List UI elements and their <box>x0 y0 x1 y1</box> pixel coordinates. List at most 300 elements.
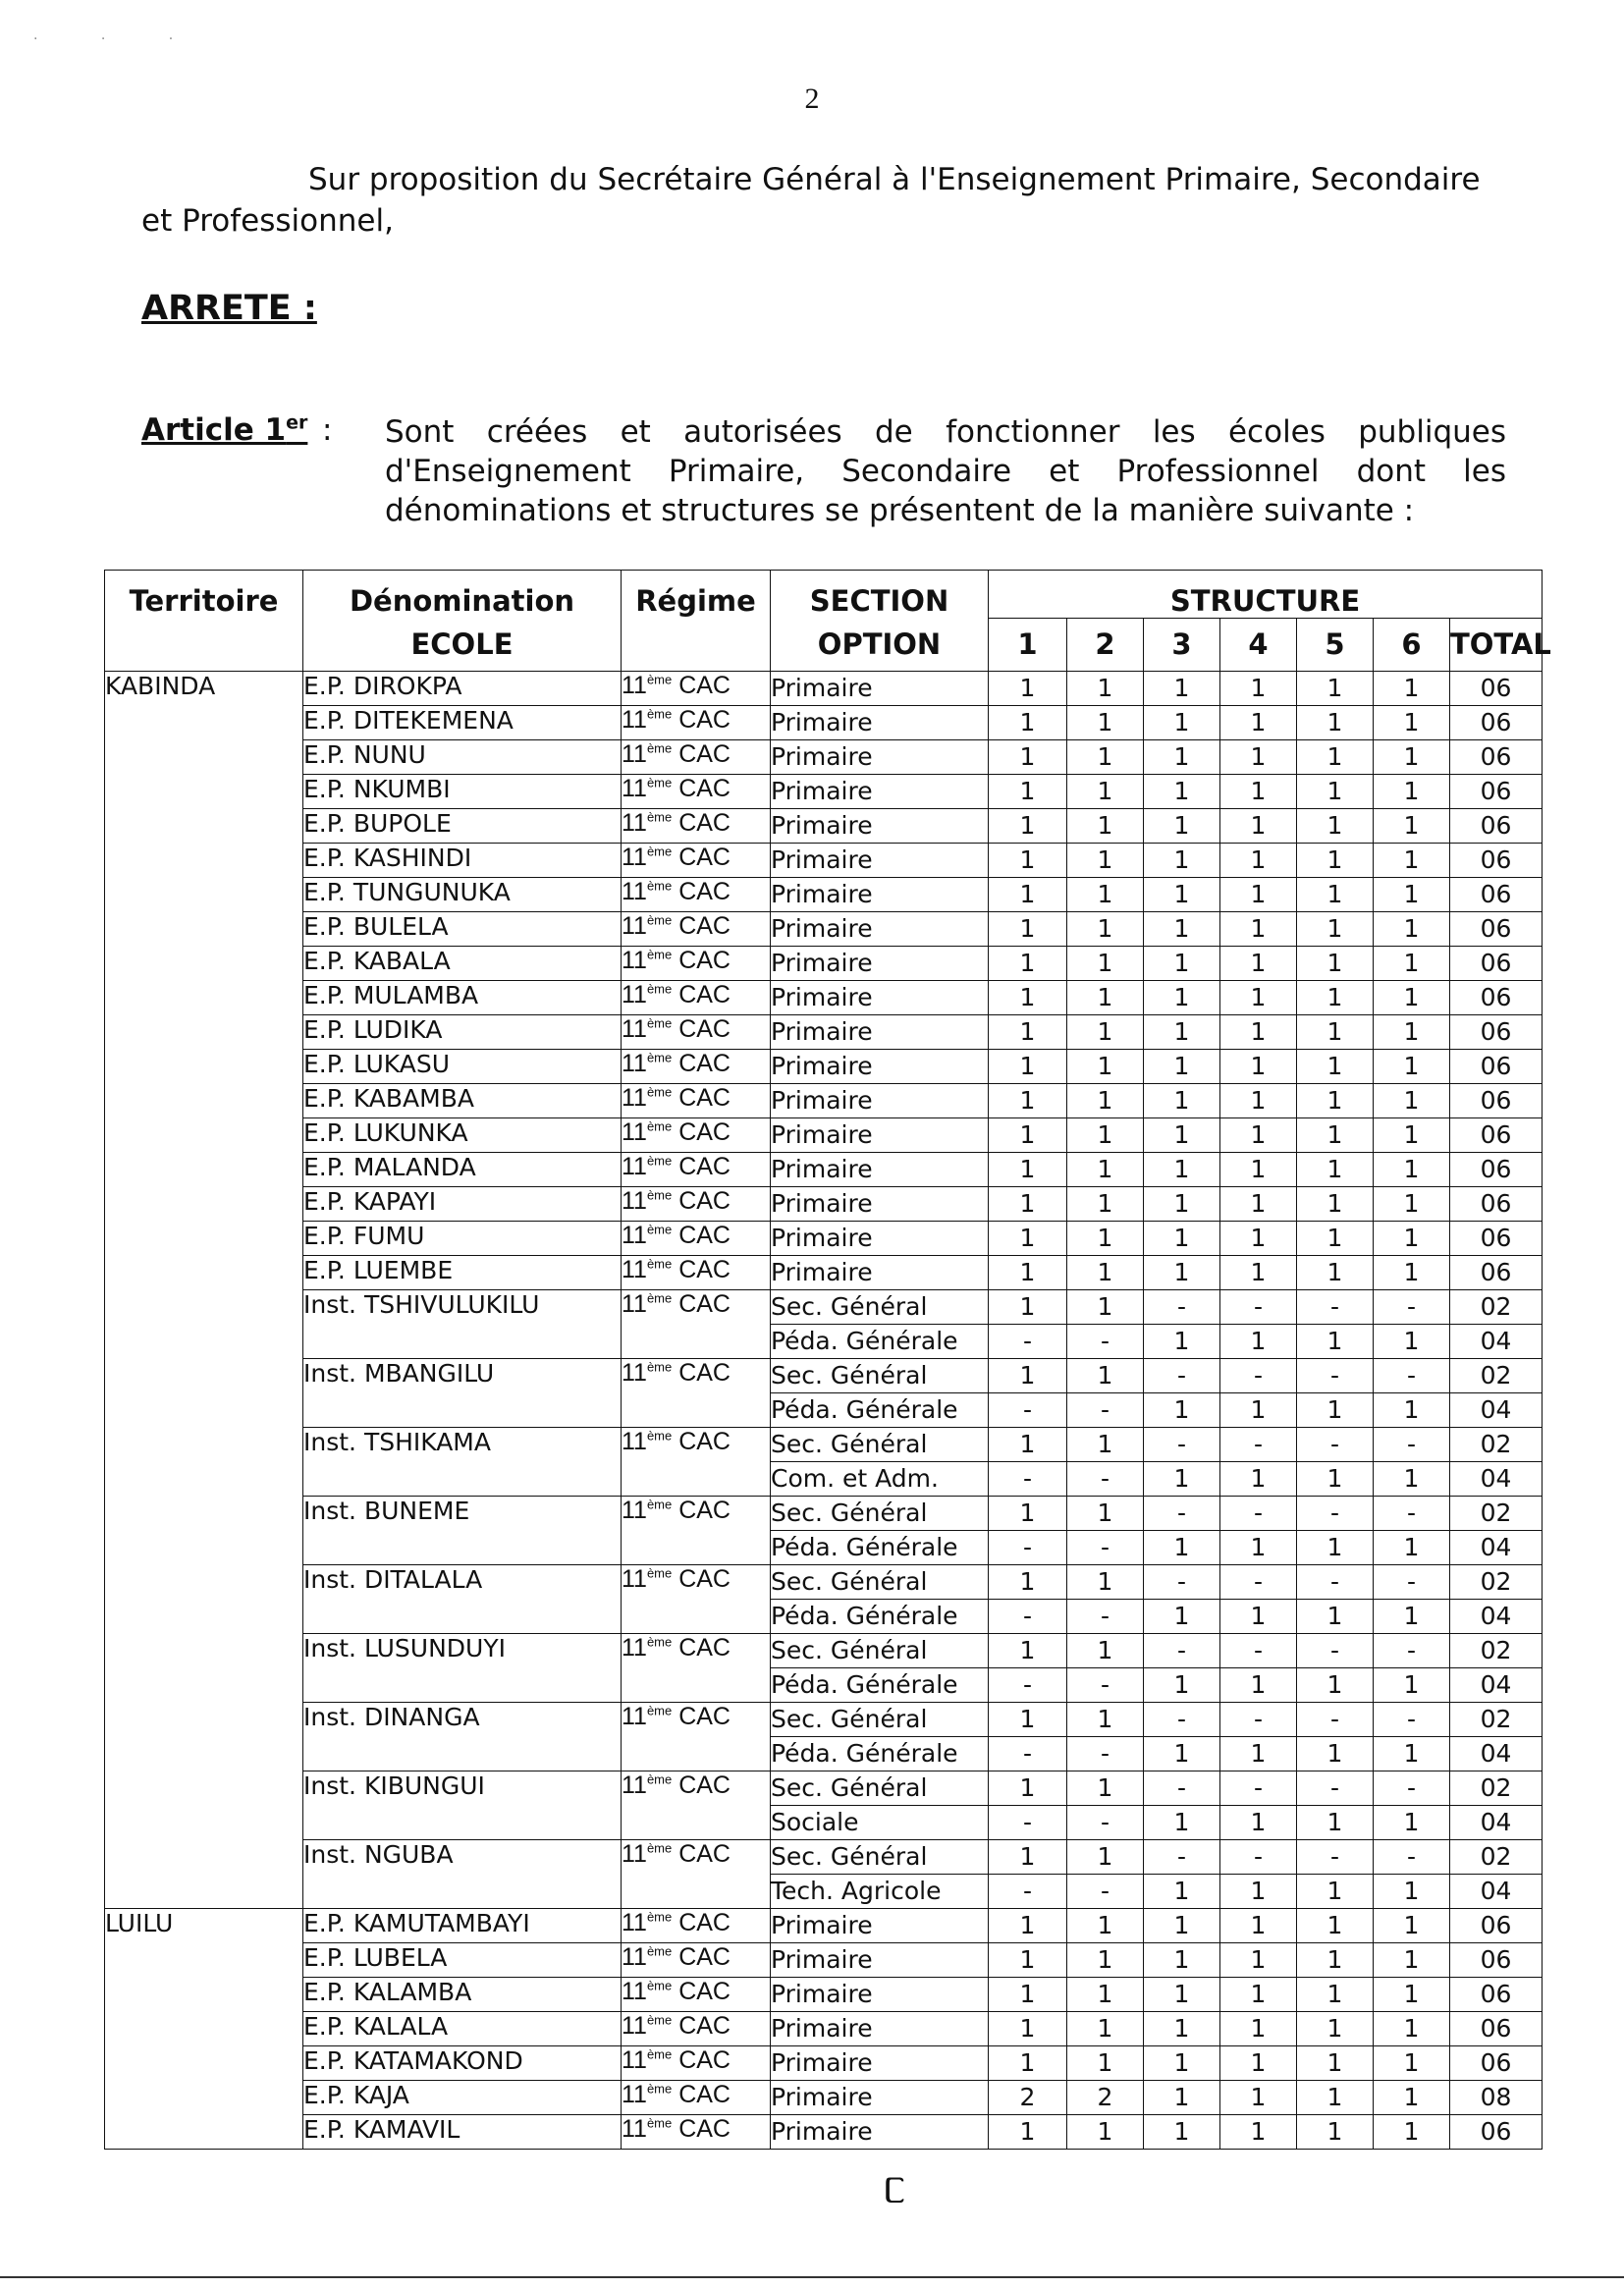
total-cell: 04 <box>1450 1736 1543 1771</box>
table-row <box>105 1702 1543 1736</box>
structure-cell-2: 1 <box>1067 1977 1144 2011</box>
regime-base: 11 <box>622 911 647 940</box>
structure-cell-5: 1 <box>1297 671 1374 705</box>
total-cell: 02 <box>1450 1839 1543 1874</box>
total-cell: 06 <box>1450 1049 1543 1083</box>
structure-cell-4: 1 <box>1220 980 1297 1014</box>
header-level-2: 2 <box>1067 618 1144 671</box>
structure-cell-4: 1 <box>1220 1977 1297 2011</box>
article-text: Sont créées et autorisées de fonctionner les écoles publiques d'Enseignement Primaire, Secondaire et Professionnel dont les dénominations et structures se présentent de la manière suivante : <box>385 414 1506 528</box>
structure-cell-2: - <box>1067 1392 1144 1427</box>
structure-cell-4: 1 <box>1220 2080 1297 2114</box>
total-cell: 06 <box>1450 1942 1543 1977</box>
regime-cell <box>622 946 771 980</box>
article-label <box>141 412 307 448</box>
structure-cell-5: - <box>1297 1633 1374 1667</box>
structure-cell-5: 1 <box>1297 1908 1374 1942</box>
regime-suffix: CAC <box>672 1427 731 1455</box>
table-row <box>105 1564 1543 1599</box>
regime-cell <box>622 1977 771 2011</box>
regime-suffix: CAC <box>672 1083 731 1112</box>
school-name-cell: E.P. DITEKEMENA <box>303 705 622 739</box>
structure-cell-6: 1 <box>1374 980 1450 1014</box>
regime-base: 11 <box>622 1014 647 1043</box>
structure-cell-5: 1 <box>1297 1255 1374 1289</box>
structure-cell-4: 1 <box>1220 1530 1297 1564</box>
table-row <box>105 1221 1543 1255</box>
structure-cell-5: 1 <box>1297 1221 1374 1255</box>
total-cell: 06 <box>1450 739 1543 774</box>
regime-sup: ème <box>646 1565 673 1581</box>
structure-cell-4: 1 <box>1220 1908 1297 1942</box>
section-cell: Péda. Générale <box>771 1392 989 1427</box>
structure-cell-3: 1 <box>1144 1083 1220 1117</box>
total-cell: 06 <box>1450 705 1543 739</box>
regime-suffix: CAC <box>672 2045 731 2074</box>
school-name-cell: E.P. TUNGUNUKA <box>303 877 622 911</box>
structure-cell-6: 1 <box>1374 1942 1450 1977</box>
section-cell: Tech. Agricole <box>771 1874 989 1908</box>
structure-cell-3: 1 <box>1144 1014 1220 1049</box>
structure-cell-5: - <box>1297 1289 1374 1324</box>
regime-cell <box>622 1152 771 1186</box>
structure-cell-1: 1 <box>989 1255 1067 1289</box>
table-row <box>105 1977 1543 2011</box>
structure-cell-5: 1 <box>1297 739 1374 774</box>
structure-cell-1: 1 <box>989 1289 1067 1324</box>
structure-cell-6: 1 <box>1374 1977 1450 2011</box>
structure-cell-4: - <box>1220 1839 1297 1874</box>
structure-cell-1: 1 <box>989 1117 1067 1152</box>
structure-cell-1: - <box>989 1461 1067 1496</box>
structure-cell-5: - <box>1297 1358 1374 1392</box>
structure-cell-6: 1 <box>1374 1221 1450 1255</box>
regime-base: 11 <box>622 2114 647 2143</box>
regime-sup: ème <box>646 947 673 962</box>
regime-sup: ème <box>646 878 673 894</box>
regime-sup: ème <box>646 1359 673 1375</box>
table-row <box>105 808 1543 843</box>
total-cell: 06 <box>1450 911 1543 946</box>
section-cell: Primaire <box>771 774 989 808</box>
structure-cell-5: 1 <box>1297 1599 1374 1633</box>
structure-cell-1: 1 <box>989 1977 1067 2011</box>
structure-cell-1: 1 <box>989 980 1067 1014</box>
total-cell: 06 <box>1450 1152 1543 1186</box>
regime-suffix: CAC <box>672 774 731 802</box>
total-cell: 04 <box>1450 1392 1543 1427</box>
structure-cell-3: 1 <box>1144 1186 1220 1221</box>
structure-cell-5: 1 <box>1297 1117 1374 1152</box>
school-name-cell: Inst. KIBUNGUI <box>303 1771 622 1839</box>
structure-cell-5: 1 <box>1297 2045 1374 2080</box>
structure-cell-3: - <box>1144 1564 1220 1599</box>
regime-cell <box>622 2011 771 2045</box>
table-row <box>105 946 1543 980</box>
total-cell: 04 <box>1450 1461 1543 1496</box>
school-name-cell: E.P. MALANDA <box>303 1152 622 1186</box>
structure-cell-6: 1 <box>1374 843 1450 877</box>
regime-suffix: CAC <box>672 1221 731 1249</box>
table-row <box>105 1255 1543 1289</box>
structure-cell-1: 1 <box>989 1771 1067 1805</box>
regime-sup: ème <box>646 706 673 722</box>
table-row <box>105 1049 1543 1083</box>
structure-cell-1: - <box>989 1599 1067 1633</box>
regime-suffix: CAC <box>672 739 731 768</box>
structure-cell-2: 1 <box>1067 1702 1144 1736</box>
regime-base: 11 <box>622 1221 647 1249</box>
structure-cell-1: - <box>989 1805 1067 1839</box>
regime-suffix: CAC <box>672 808 731 837</box>
structure-cell-3: 1 <box>1144 877 1220 911</box>
structure-cell-2: 1 <box>1067 739 1144 774</box>
structure-cell-1: 1 <box>989 1908 1067 1942</box>
structure-cell-3: 1 <box>1144 1049 1220 1083</box>
structure-cell-1: 1 <box>989 739 1067 774</box>
structure-cell-1: 1 <box>989 1702 1067 1736</box>
structure-cell-2: 1 <box>1067 877 1144 911</box>
structure-cell-3: - <box>1144 1702 1220 1736</box>
structure-cell-2: - <box>1067 1599 1144 1633</box>
article-label-text: Article 1 <box>141 412 287 449</box>
regime-suffix: CAC <box>672 671 731 699</box>
school-name-cell: Inst. TSHIKAMA <box>303 1427 622 1496</box>
structure-cell-1: 1 <box>989 1049 1067 1083</box>
regime-base: 11 <box>622 1633 647 1662</box>
structure-cell-6: 1 <box>1374 1014 1450 1049</box>
school-name-cell: E.P. KATAMAKOND <box>303 2045 622 2080</box>
total-cell: 06 <box>1450 946 1543 980</box>
regime-sup: ème <box>646 912 673 928</box>
total-cell: 04 <box>1450 1599 1543 1633</box>
structure-cell-5: 1 <box>1297 2080 1374 2114</box>
regime-base: 11 <box>622 843 647 871</box>
table-row <box>105 1908 1543 1942</box>
regime-base: 11 <box>622 2045 647 2074</box>
structure-cell-5: 1 <box>1297 2011 1374 2045</box>
regime-base: 11 <box>622 877 647 905</box>
structure-cell-2: 1 <box>1067 1771 1144 1805</box>
structure-cell-5: 1 <box>1297 877 1374 911</box>
regime-cell <box>622 1702 771 1771</box>
school-name-cell: E.P. DIROKPA <box>303 671 622 705</box>
structure-cell-2: 1 <box>1067 980 1144 1014</box>
regime-cell <box>622 1117 771 1152</box>
section-cell: Sec. Général <box>771 1702 989 1736</box>
structure-cell-1: 2 <box>989 2080 1067 2114</box>
structure-cell-4: 1 <box>1220 1255 1297 1289</box>
regime-base: 11 <box>622 1564 647 1593</box>
structure-cell-3: 1 <box>1144 1942 1220 1977</box>
regime-cell <box>622 1014 771 1049</box>
regime-base: 11 <box>622 1771 647 1799</box>
structure-cell-6: - <box>1374 1633 1450 1667</box>
structure-cell-3: 1 <box>1144 671 1220 705</box>
structure-cell-2: - <box>1067 1530 1144 1564</box>
section-cell: Primaire <box>771 877 989 911</box>
table-row <box>105 1358 1543 1392</box>
table-row <box>105 2045 1543 2080</box>
structure-cell-6: 1 <box>1374 671 1450 705</box>
structure-cell-4: 1 <box>1220 1667 1297 1702</box>
table-row <box>105 843 1543 877</box>
regime-sup: ème <box>646 2081 673 2097</box>
intro-paragraph <box>141 159 1506 242</box>
structure-cell-3: - <box>1144 1358 1220 1392</box>
structure-cell-6: - <box>1374 1771 1450 1805</box>
structure-cell-6: - <box>1374 1702 1450 1736</box>
structure-cell-4: 1 <box>1220 1599 1297 1633</box>
structure-cell-2: - <box>1067 1667 1144 1702</box>
school-name-cell: E.P. LUBELA <box>303 1942 622 1977</box>
section-cell: Primaire <box>771 1152 989 1186</box>
structure-cell-4: 1 <box>1220 1117 1297 1152</box>
total-cell: 04 <box>1450 1805 1543 1839</box>
structure-cell-2: - <box>1067 1324 1144 1358</box>
structure-cell-4: 1 <box>1220 1049 1297 1083</box>
structure-cell-6: 1 <box>1374 946 1450 980</box>
structure-cell-1: 1 <box>989 1427 1067 1461</box>
school-name-cell: E.P. KASHINDI <box>303 843 622 877</box>
regime-sup: ème <box>646 1084 673 1100</box>
structure-cell-6: 1 <box>1374 1392 1450 1427</box>
structure-cell-1: - <box>989 1874 1067 1908</box>
school-name-cell: E.P. KAPAYI <box>303 1186 622 1221</box>
regime-cell <box>622 739 771 774</box>
section-cell: Primaire <box>771 1049 989 1083</box>
structure-cell-4: - <box>1220 1427 1297 1461</box>
section-cell: Sec. Général <box>771 1358 989 1392</box>
structure-cell-2: 1 <box>1067 1221 1144 1255</box>
school-name-cell: E.P. LUEMBE <box>303 1255 622 1289</box>
structure-cell-4: 1 <box>1220 2045 1297 2080</box>
structure-cell-6: 1 <box>1374 1049 1450 1083</box>
structure-cell-5: 1 <box>1297 705 1374 739</box>
regime-suffix: CAC <box>672 946 731 974</box>
structure-cell-4: 1 <box>1220 705 1297 739</box>
section-cell: Primaire <box>771 671 989 705</box>
structure-cell-6: 1 <box>1374 808 1450 843</box>
structure-cell-1: 1 <box>989 1496 1067 1530</box>
total-cell: 06 <box>1450 843 1543 877</box>
regime-base: 11 <box>622 1083 647 1112</box>
section-cell: Primaire <box>771 2011 989 2045</box>
section-cell: Primaire <box>771 843 989 877</box>
regime-suffix: CAC <box>672 1358 731 1387</box>
regime-cell <box>622 2045 771 2080</box>
table-row <box>105 911 1543 946</box>
structure-cell-5: 1 <box>1297 1942 1374 1977</box>
section-cell: Primaire <box>771 2114 989 2149</box>
regime-suffix: CAC <box>672 1014 731 1043</box>
structure-cell-6: 1 <box>1374 1599 1450 1633</box>
total-cell: 02 <box>1450 1771 1543 1805</box>
header-level-5: 5 <box>1297 618 1374 671</box>
regime-cell <box>622 2080 771 2114</box>
structure-cell-3: - <box>1144 1496 1220 1530</box>
table-row <box>105 2011 1543 2045</box>
regime-suffix: CAC <box>672 1771 731 1799</box>
regime-base: 11 <box>622 1255 647 1283</box>
total-cell: 04 <box>1450 1530 1543 1564</box>
structure-cell-6: - <box>1374 1839 1450 1874</box>
regime-base: 11 <box>622 980 647 1008</box>
section-cell: Sec. Général <box>771 1633 989 1667</box>
section-cell: Sec. Général <box>771 1427 989 1461</box>
total-cell: 06 <box>1450 2045 1543 2080</box>
structure-cell-2: - <box>1067 1461 1144 1496</box>
structure-cell-1: 1 <box>989 843 1067 877</box>
regime-base: 11 <box>622 1942 647 1971</box>
structure-cell-1: 1 <box>989 1014 1067 1049</box>
school-name-cell: E.P. KAMAVIL <box>303 2114 622 2149</box>
structure-cell-6: 1 <box>1374 1117 1450 1152</box>
regime-base: 11 <box>622 1117 647 1146</box>
section-cell: Sec. Général <box>771 1839 989 1874</box>
regime-base: 11 <box>622 1977 647 2005</box>
structure-cell-2: 1 <box>1067 671 1144 705</box>
header-section: SECTION <box>771 571 989 619</box>
school-name-cell: Inst. DITALALA <box>303 1564 622 1633</box>
section-cell: Primaire <box>771 739 989 774</box>
territoire-cell: KABINDA <box>105 671 303 1908</box>
structure-cell-3: 1 <box>1144 774 1220 808</box>
regime-cell <box>622 1496 771 1564</box>
structure-cell-5: 1 <box>1297 1667 1374 1702</box>
structure-cell-5: 1 <box>1297 1736 1374 1771</box>
structure-cell-2: 1 <box>1067 843 1144 877</box>
page-number: 2 <box>804 82 820 115</box>
structure-cell-2: 1 <box>1067 1564 1144 1599</box>
regime-cell <box>622 1289 771 1358</box>
article-label-sup: er <box>286 412 308 434</box>
structure-cell-1: 1 <box>989 1839 1067 1874</box>
structure-cell-3: 1 <box>1144 946 1220 980</box>
structure-cell-6: 1 <box>1374 2045 1450 2080</box>
structure-cell-5: 1 <box>1297 1186 1374 1221</box>
structure-cell-1: 1 <box>989 2114 1067 2149</box>
structure-cell-2: 1 <box>1067 1014 1144 1049</box>
structure-cell-1: 1 <box>989 1564 1067 1599</box>
section-cell: Primaire <box>771 1977 989 2011</box>
structure-cell-1: 1 <box>989 808 1067 843</box>
structure-cell-4: 1 <box>1220 1014 1297 1049</box>
structure-cell-5: - <box>1297 1702 1374 1736</box>
structure-cell-3: 1 <box>1144 1117 1220 1152</box>
regime-suffix: CAC <box>672 1564 731 1593</box>
structure-cell-4: 1 <box>1220 808 1297 843</box>
regime-base: 11 <box>622 1186 647 1215</box>
school-name-cell: E.P. BULELA <box>303 911 622 946</box>
structure-cell-1: 1 <box>989 1633 1067 1667</box>
school-name-cell: E.P. FUMU <box>303 1221 622 1255</box>
structure-cell-2: 1 <box>1067 1152 1144 1186</box>
structure-cell-2: 1 <box>1067 1186 1144 1221</box>
section-cell: Com. et Adm. <box>771 1461 989 1496</box>
regime-sup: ème <box>646 1634 673 1650</box>
structure-cell-6: - <box>1374 1496 1450 1530</box>
regime-cell <box>622 1358 771 1427</box>
regime-sup: ème <box>646 1771 673 1787</box>
schools-table <box>104 570 1551 2150</box>
regime-cell <box>622 1942 771 1977</box>
structure-cell-6: 1 <box>1374 1874 1450 1908</box>
structure-cell-2: 1 <box>1067 946 1144 980</box>
structure-cell-5: 1 <box>1297 1083 1374 1117</box>
table-row <box>105 877 1543 911</box>
structure-cell-4: - <box>1220 1564 1297 1599</box>
regime-cell <box>622 671 771 705</box>
structure-cell-5: - <box>1297 1771 1374 1805</box>
structure-cell-4: 1 <box>1220 877 1297 911</box>
section-cell: Péda. Générale <box>771 1599 989 1633</box>
structure-cell-1: - <box>989 1667 1067 1702</box>
total-cell: 02 <box>1450 1427 1543 1461</box>
regime-base: 11 <box>622 1908 647 1936</box>
structure-cell-4: 1 <box>1220 1942 1297 1977</box>
section-cell: Primaire <box>771 946 989 980</box>
structure-cell-4: 1 <box>1220 671 1297 705</box>
structure-cell-2: 1 <box>1067 1496 1144 1530</box>
header-structure: STRUCTURE <box>989 571 1543 619</box>
structure-cell-4: - <box>1220 1289 1297 1324</box>
structure-cell-1: 1 <box>989 1221 1067 1255</box>
structure-cell-1: 1 <box>989 705 1067 739</box>
structure-cell-1: 1 <box>989 774 1067 808</box>
table-row <box>105 1496 1543 1530</box>
section-cell: Sec. Général <box>771 1496 989 1530</box>
section-cell: Primaire <box>771 2080 989 2114</box>
structure-cell-5: 1 <box>1297 2114 1374 2149</box>
regime-sup: ème <box>646 1909 673 1925</box>
table-row <box>105 1083 1543 1117</box>
structure-cell-1: 1 <box>989 1083 1067 1117</box>
regime-cell <box>622 1427 771 1496</box>
structure-cell-3: - <box>1144 1289 1220 1324</box>
structure-cell-6: 1 <box>1374 1255 1450 1289</box>
structure-cell-6: 1 <box>1374 911 1450 946</box>
structure-cell-5: 1 <box>1297 946 1374 980</box>
total-cell: 06 <box>1450 774 1543 808</box>
structure-cell-2: - <box>1067 1736 1144 1771</box>
regime-base: 11 <box>622 1702 647 1730</box>
structure-cell-5: 1 <box>1297 911 1374 946</box>
structure-cell-5: 1 <box>1297 1977 1374 2011</box>
regime-base: 11 <box>622 739 647 768</box>
total-cell: 06 <box>1450 808 1543 843</box>
section-cell: Primaire <box>771 808 989 843</box>
structure-cell-5: 1 <box>1297 1324 1374 1358</box>
structure-cell-3: 1 <box>1144 1805 1220 1839</box>
regime-cell <box>622 705 771 739</box>
section-cell: Sec. Général <box>771 1564 989 1599</box>
structure-cell-1: - <box>989 1736 1067 1771</box>
school-name-cell: E.P. NKUMBI <box>303 774 622 808</box>
total-cell: 06 <box>1450 1083 1543 1117</box>
header-level-4: 4 <box>1220 618 1297 671</box>
structure-cell-2: 1 <box>1067 1255 1144 1289</box>
structure-cell-1: 1 <box>989 911 1067 946</box>
structure-cell-6: 1 <box>1374 1530 1450 1564</box>
school-name-cell: Inst. LUSUNDUYI <box>303 1633 622 1702</box>
header-total: TOTAL <box>1450 618 1543 671</box>
structure-cell-5: 1 <box>1297 774 1374 808</box>
structure-cell-6: 1 <box>1374 1152 1450 1186</box>
school-name-cell: Inst. NGUBA <box>303 1839 622 1908</box>
regime-cell <box>622 1908 771 1942</box>
structure-cell-3: 1 <box>1144 1599 1220 1633</box>
